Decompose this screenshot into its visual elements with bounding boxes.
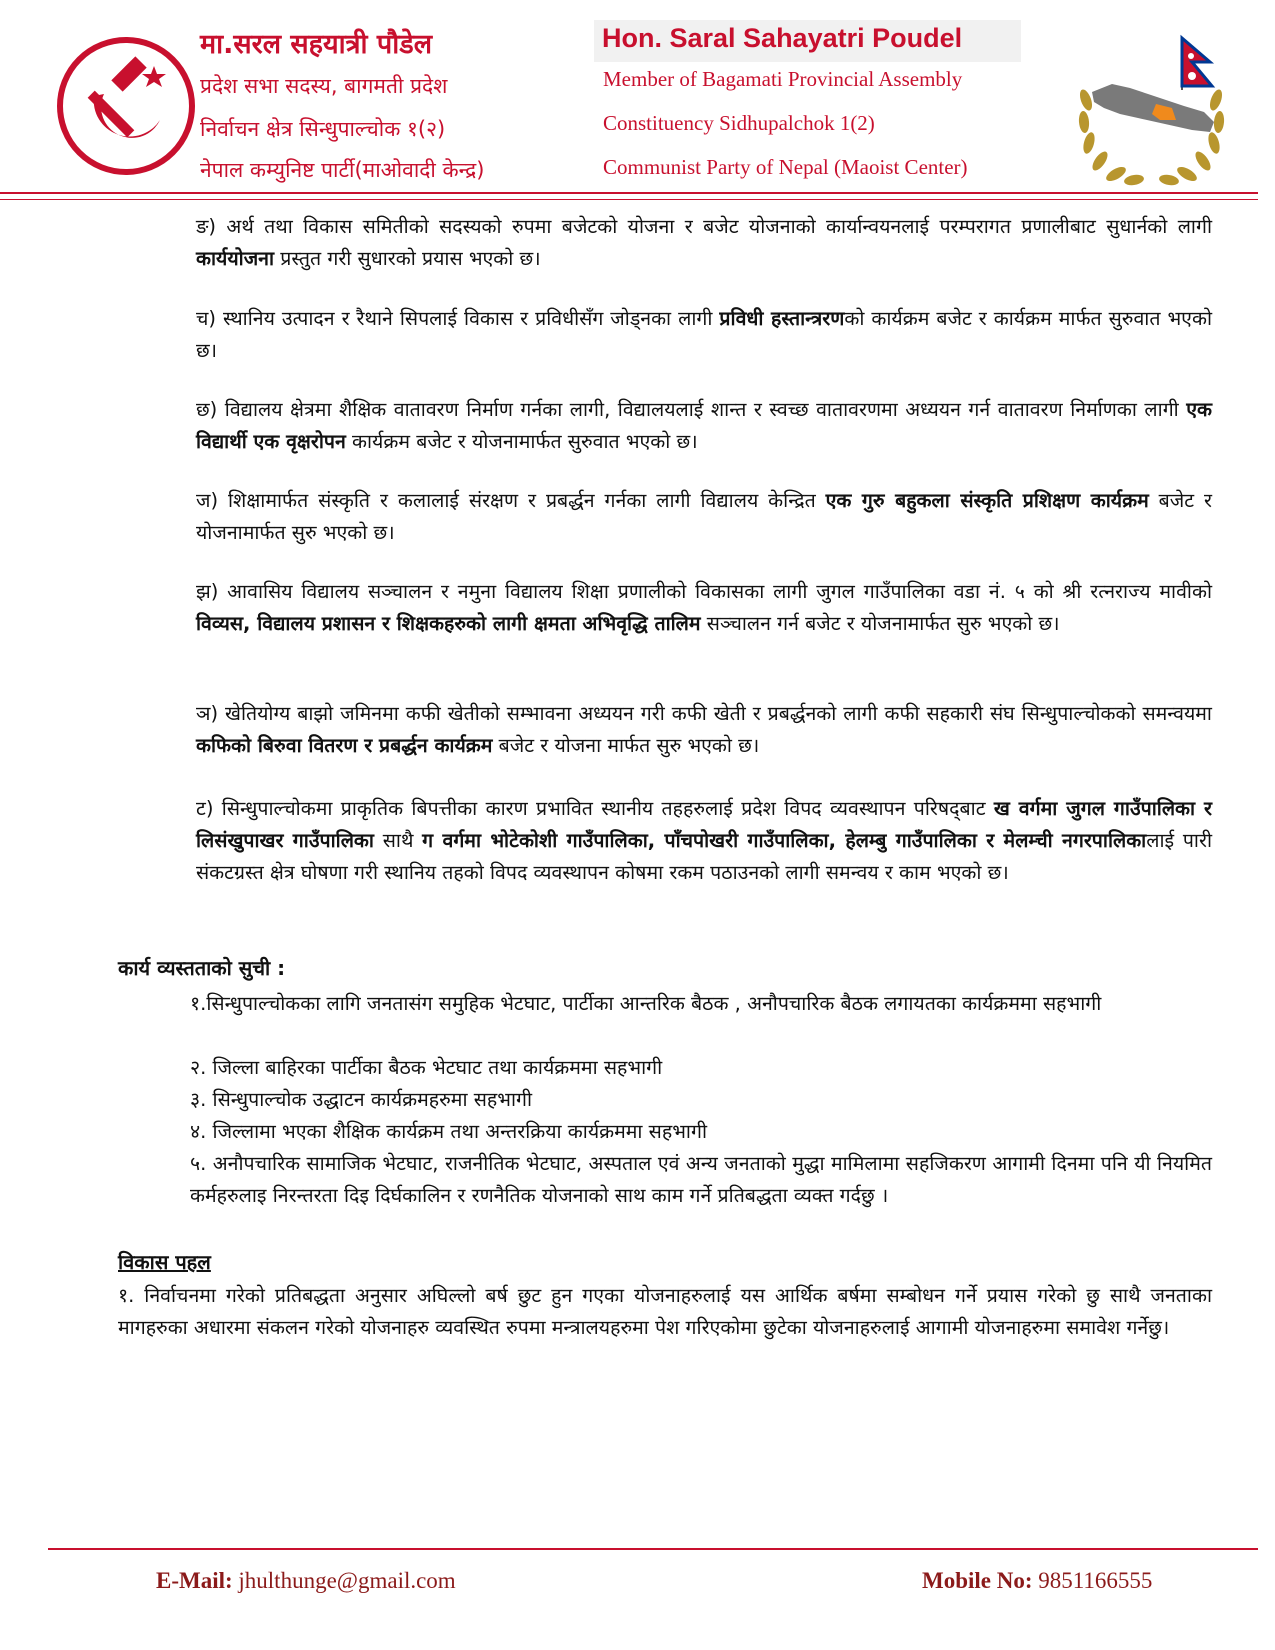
footer-divider [48, 1548, 1258, 1550]
mobile-number: 9851166555 [1038, 1568, 1153, 1593]
paragraph-text: सञ्चालन गर्न बजेट र योजनामार्फत सुरु भएको छ। [700, 612, 1060, 635]
paragraph-text: साथै [373, 829, 423, 852]
schedule-item: २. जिल्ला बाहिरका पार्टीका बैठक भेटघाट तथा कार्यक्रममा सहभागी [190, 1056, 663, 1079]
paragraph-bold-text: कफिको बिरुवा वितरण र प्रबर्द्धन कार्यक्रम [196, 734, 493, 757]
paragraph-text: ञ) खेतियोग्य बाझो जमिनमा कफी खेतीको सम्भावना अध्ययन गरी कफी खेती र प्रबर्द्धनको लागी कफी सहकारी संघ सिन्धुपाल्चोकको समन्वयमा [196, 702, 1212, 725]
paragraph-text: प्रस्तुत गरी सुधारको प्रयास भएको छ। [274, 247, 541, 270]
paragraph-cha [196, 303, 1212, 367]
paragraph-text: ङ) अर्थ तथा विकास समितीको सदस्यको रुपमा बजेटको योजना र बजेट योजनाको कार्यान्वयनलाई परम्परागत प्रणालीबाट सुधार्नको लागी [196, 215, 1212, 238]
schedule-item: ३. सिन्धुपाल्चोक उद्धाटन कार्यक्रमहरुमा सहभागी [190, 1088, 533, 1111]
schedule-heading: कार्य व्यस्तताको सुची : [118, 956, 286, 980]
paragraph-bold-text: प्रविधी हस्तान्त्ररण [719, 307, 845, 330]
nepali-constituency: निर्वाचन क्षेत्र सिन्धुपाल्चोक १(२) [200, 117, 446, 141]
paragraph-bold-text: विव्यस, विद्यालय प्रशासन र शिक्षकहरुको लागी क्षमता अभिवृद्धि तालिम [196, 612, 701, 635]
paragraph-text: कार्यक्रम बजेट र योजनामार्फत सुरुवात भएको छ। [345, 430, 698, 453]
vikas-heading: विकास पहल [118, 1250, 211, 1274]
nepal-map-emblem-icon [1064, 30, 1239, 190]
footer-email [156, 1568, 456, 1594]
nepali-party: नेपाल कम्युनिष्ट पार्टी(माओवादी केन्द्र) [200, 158, 485, 182]
mobile-label: Mobile No: [922, 1568, 1033, 1593]
email-label: E-Mail: [156, 1568, 233, 1593]
paragraph-text: छ) विद्यालय क्षेत्रमा शैक्षिक वातावरण निर्माण गर्नका लागी, विद्यालयलाई शान्त र स्वच्छ वातावरणमा अध्ययन गर्न वातावरण निर्माणका लागी [196, 398, 1187, 421]
paragraph-nga [196, 211, 1212, 275]
email-link[interactable]: jhulthunge@gmail.com [238, 1568, 456, 1593]
english-position: Member of Bagamati Provincial Assembly [603, 67, 963, 91]
paragraph-bold-text: ग वर्गमा भोटेकोशी गाउँपालिका, पाँचपोखरी गाउँपालिका, हेलम्बु गाउँपालिका र मेलम्ची नगरपालिका [422, 829, 1147, 852]
english-name: Hon. Saral Sahayatri Poudel [602, 23, 963, 53]
paragraph-jha [196, 576, 1212, 640]
paragraph-text: को कार्यक्रम बजेट र कार्यक्रम मार्फत सुरुवात भएको छ। [196, 307, 1212, 362]
header-divider [0, 192, 1258, 194]
paragraph-nya [196, 698, 1212, 762]
schedule-item: १.सिन्धुपाल्चोकका लागि जनतासंग समुहिक भेटघाट, पार्टीका आन्तरिक बैठक , अनौपचारिक बैठक लगायतका कार्यक्रममा सहभागी [190, 992, 1102, 1015]
header-divider-thin [0, 199, 1258, 200]
nepali-name: मा.सरल सहयात्री पौडेल [200, 29, 433, 60]
paragraph-bold-text: ख वर्गमा जुगल गाउँपालिका र लिसंखुपाखर गाउँपालिका [196, 797, 1212, 852]
vikas-paragraph: १. निर्वाचनमा गरेको प्रतिबद्धता अनुसार अघिल्लो बर्ष छुट हुन गएका योजनाहरुलाई यस आर्थिक बर्षमा सम्बोधन गर्ने प्रयास गरेको छु साथै जनताका मागहरुका अधारमा संकलन गरेको योजनाहरु व्यवस्थित रुपमा मन्त्रालयहरुमा पेश गरिएकोमा छुटेका योजनाहरुलाई आगामी योजनाहरुमा समावेश गर्नेछु। [118, 1284, 1212, 1339]
paragraph-bold-text: कार्ययोजना [196, 247, 275, 270]
paragraph-text: च) स्थानिय उत्पादन र रैथाने सिपलाई विकास र प्रविधीसँग जोड्नका लागी [196, 307, 720, 330]
schedule-item: ४. जिल्लामा भएका शैक्षिक कार्यक्रम तथा अन्तरक्रिया कार्यक्रममा सहभागी [190, 1120, 708, 1143]
english-constituency: Constituency Sidhupalchok 1(2) [603, 111, 875, 135]
english-party: Communist Party of Nepal (Maoist Center) [603, 155, 968, 179]
paragraph-text: बजेट र योजनामार्फत सुरु भएको छ। [196, 489, 1212, 544]
paragraph-bold-text: एक विद्यार्थी एक वृक्षरोपन [196, 398, 1212, 453]
paragraph-bold-text: एक गुरु बहुकला संस्कृति प्रशिक्षण कार्यक्रम [825, 489, 1149, 512]
party-emblem-icon [56, 36, 196, 176]
paragraph-text: ज) शिक्षामार्फत संस्कृति र कलालाई संरक्षण र प्रबर्द्धन गर्नका लागी विद्यालय केन्द्रित [196, 489, 826, 512]
paragraph-chha [196, 394, 1212, 458]
paragraph-ta [196, 793, 1212, 889]
paragraph-text: बजेट र योजना मार्फत सुरु भएको छ। [492, 734, 760, 757]
nepali-position: प्रदेश सभा सदस्य, बागमती प्रदेश [200, 74, 448, 98]
paragraph-ja [196, 485, 1212, 549]
footer-mobile [922, 1568, 1152, 1594]
paragraph-text: ट) सिन्धुपाल्चोकमा प्राकृतिक बिपत्तीका कारण प्रभावित स्थानीय तहहरुलाई प्रदेश विपद व्यवस्थापन परिषद्‌बाट [196, 797, 994, 820]
schedule-item: ५. अनौपचारिक सामाजिक भेटघाट, राजनीतिक भेटघाट, अस्पताल एवं अन्य जनताको मुद्धा मामिलामा सहजिकरण आगामी दिनमा पनि यी नियमित कर्महरुलाइ निरन्तरता दिइ दिर्घकालिन र रणनैतिक योजनाको साथ काम गर्ने प्रतिबद्धता व्यक्त गर्दछु । [190, 1152, 1212, 1207]
paragraph-text: लाई पारी संकटग्रस्त क्षेत्र घोषणा गरी स्थानिय तहको विपद व्यवस्थापन कोषमा रकम पठाउनको लागी समन्वय र काम भएको छ। [196, 829, 1213, 884]
paragraph-text: झ) आवासिय विद्यालय सञ्चालन र नमुना विद्यालय शिक्षा प्रणालीको विकासका लागी जुगल गाउँपालिका वडा नं. ५ को श्री रत्नराज्य मावीको [196, 580, 1212, 603]
